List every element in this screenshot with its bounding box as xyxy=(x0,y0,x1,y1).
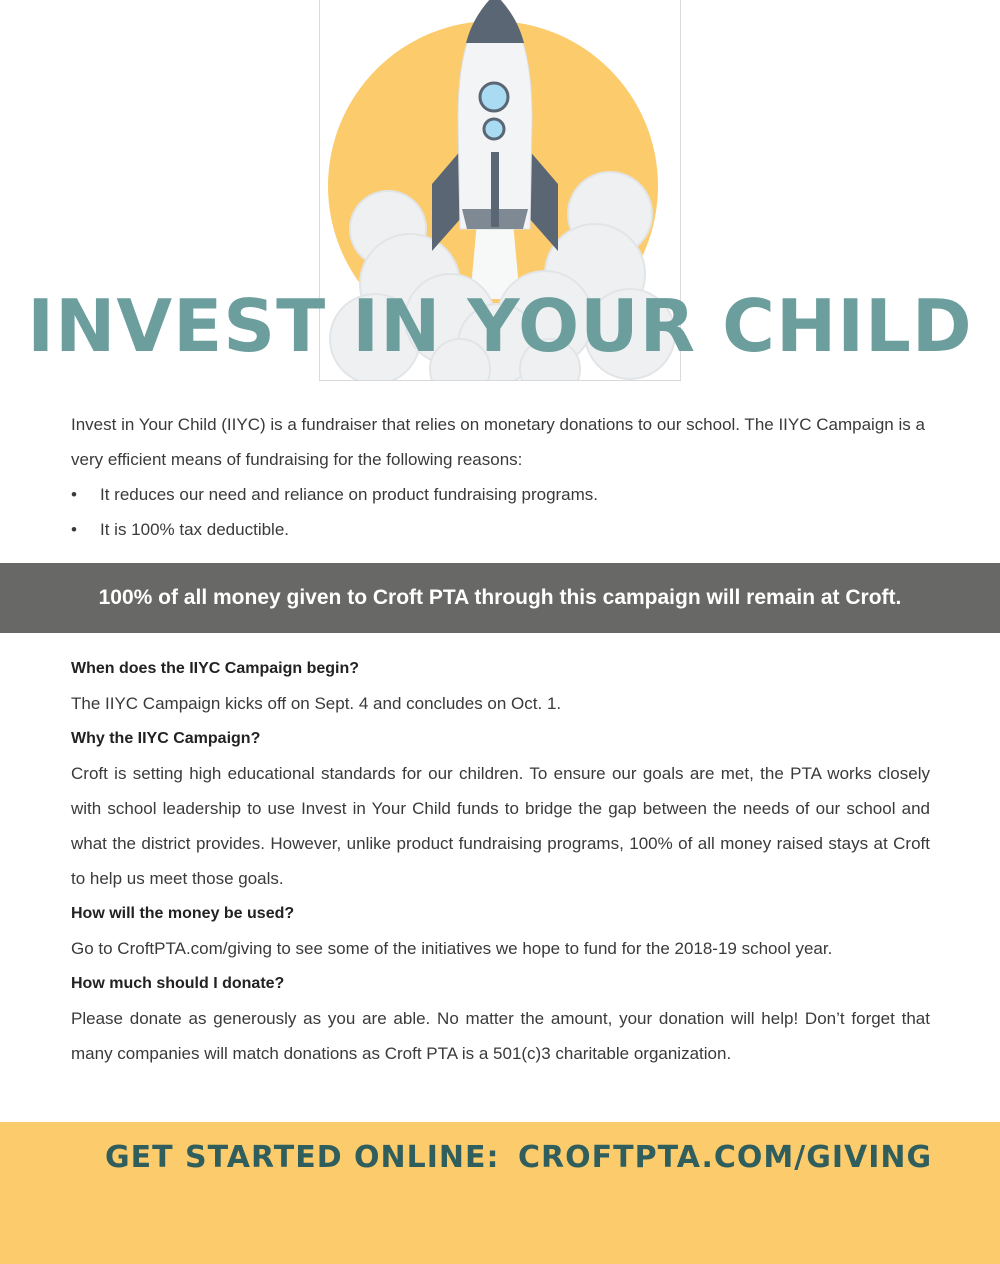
faq-question: When does the IIYC Campaign begin? xyxy=(71,660,360,677)
page-title: INVEST IN YOUR CHILD xyxy=(27,284,973,368)
faq-answer: The IIYC Campaign kicks off on Sept. 4 and concludes on Oct. 1. xyxy=(71,694,562,713)
bullet-icon: • xyxy=(71,485,77,504)
faq-question: Why the IIYC Campaign? xyxy=(71,730,261,747)
faq-answer: Croft is setting high educational standards for our children. To ensure our goals are met, the PTA works closely with school leadership to use Invest in Your Child funds to bridge the gap between the needs of our school and what the district provides. However, unlike product fundraising programs, 100% of all money raised stays at Croft to help us meet those goals. xyxy=(71,764,930,888)
faq-question: How will the money be used? xyxy=(71,905,295,922)
giving-link[interactable]: CROFTPTA.COM/GIVING xyxy=(518,1140,933,1175)
intro-paragraph: Invest in Your Child (IIYC) is a fundraiser that relies on monetary donations to our school. The IIYC Campaign is a very efficient means of fundraising for the following reasons: xyxy=(71,415,925,469)
cta-line xyxy=(0,1123,1000,1193)
footer-cta xyxy=(0,1122,1000,1264)
reasons-list xyxy=(71,477,931,547)
faq-answer: Go to CroftPTA.com/giving to see some of the initiatives we hope to fund for the 2018-19 school year. xyxy=(71,939,833,958)
highlight-banner: 100% of all money given to Croft PTA through this campaign will remain at Croft. xyxy=(0,563,1000,633)
cta-label: GET STARTED ONLINE: xyxy=(105,1140,500,1175)
faq-section xyxy=(71,651,930,1071)
faq-question: How much should I donate? xyxy=(71,975,285,992)
list-item: • It is 100% tax deductible. xyxy=(71,512,931,547)
list-item: • It reduces our need and reliance on product fundraising programs. xyxy=(71,477,931,512)
intro-section xyxy=(71,407,931,547)
bullet-icon: • xyxy=(71,520,77,539)
faq-answer: Please donate as generously as you are able. No matter the amount, your donation will help! Don’t forget that many companies will match donations as Croft PTA is a 501(c)3 charitable organization. xyxy=(71,1009,930,1063)
